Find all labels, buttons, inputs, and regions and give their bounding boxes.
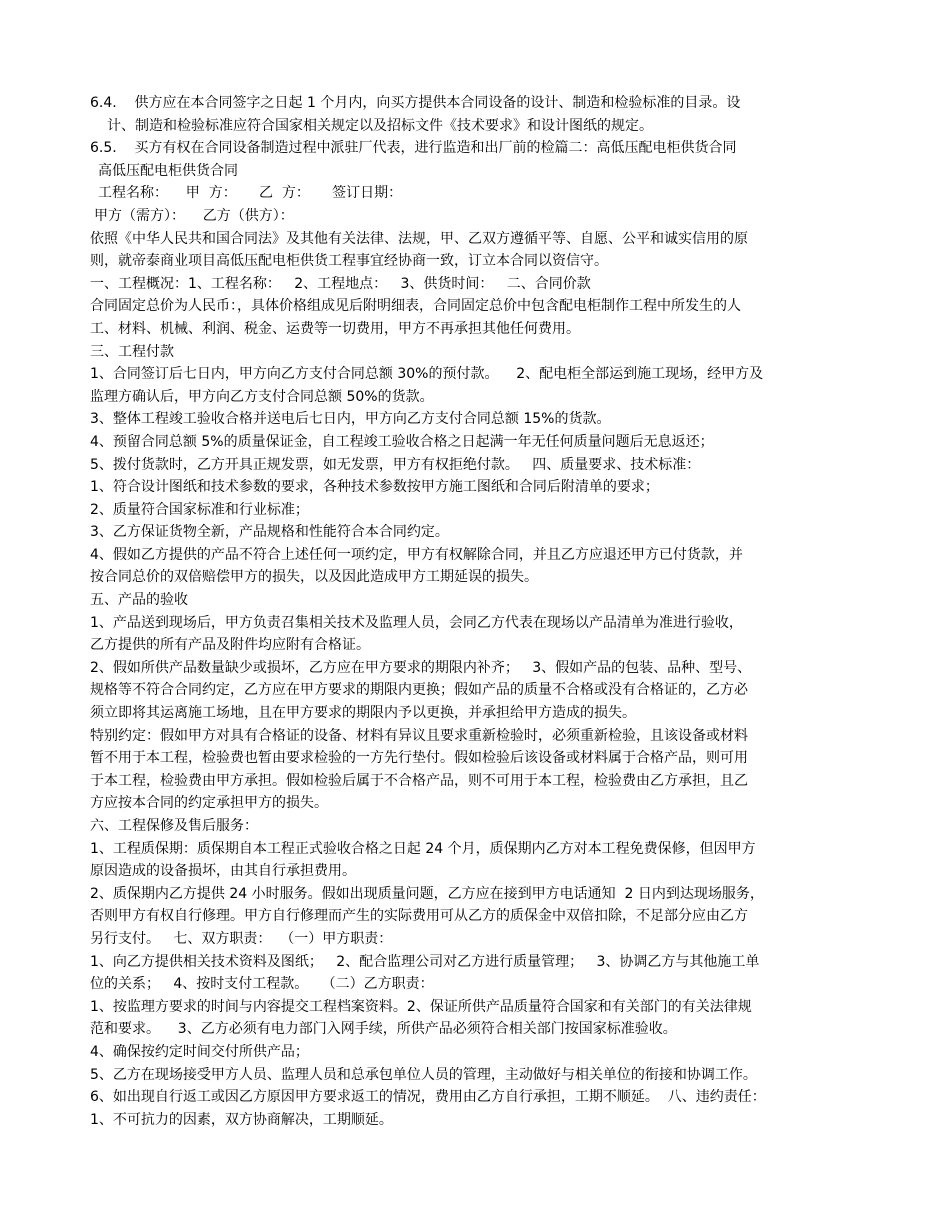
text-line: 工、材料、机械、利润、税金、运费等一切费用，甲方不再承担其他任何费用。 xyxy=(90,320,580,337)
text-line: 于本工程，检验费由甲方承担。假如检验后属于不合格产品，则不可用于本工程，检验费由乙方承担，且乙 xyxy=(90,772,748,789)
text-line: 三、工程付款 xyxy=(90,343,174,360)
text-line: 则，就帝泰商业项目高低压配电柜供货工程事宜经协商一致，订立本合同以资信守。 xyxy=(90,253,608,270)
text-line: 按合同总价的双倍赔偿甲方的损失，以及因此造成甲方工期延误的损失。 xyxy=(90,569,538,586)
text-line: 合同固定总价为人民币：，具体价格组成见后附明细表，合同固定总价中包含配电柜制作工程中所发生的人 xyxy=(90,298,741,315)
text-line: 须立即将其运离施工场地，且在甲方要求的期限内予以更换，并承担给甲方造成的损失。 xyxy=(90,705,636,722)
text-line: 5、乙方在现场接受甲方人员、监理人员和总承包单位人员的管理，主动做好与相关单位的衔接和协调工作。 xyxy=(90,1066,757,1083)
text-line: 原因造成的设备损坏，由其自行承担费用。 xyxy=(90,863,356,880)
text-line: 1、不可抗力的因素，双方协商解决，工期顺延。 xyxy=(90,1111,393,1128)
text-line: 工程名称： 甲 方： 乙 方： 签订日期： xyxy=(98,185,403,202)
text-line: 3、乙方保证货物全新，产品规格和性能符合本合同约定。 xyxy=(90,524,449,541)
text-line: 另行支付。 七、双方职责： （一）甲方职责： xyxy=(90,930,393,947)
text-line: 乙方提供的所有产品及附件均应附有合格证。 xyxy=(90,637,370,654)
text-line: 甲方（需方）： 乙方（供方）： xyxy=(94,207,294,224)
text-line: 1、产品送到现场后，甲方负责召集相关技术及监理人员，会同乙方代表在现场以产品清单为准进行验收， xyxy=(90,614,743,631)
text-line: 监理方确认后，甲方向乙方支付合同总额 50%的货款。 xyxy=(90,388,434,405)
text-line: 1、合同签订后七日内，甲方向乙方支付合同总额 30%的预付款。 2、配电柜全部运到施工现场，经甲方及 xyxy=(90,366,764,383)
text-line: 2、质保期内乙方提供 24 小时服务。假如出现质量问题，乙方应在接到甲方电话通知 2 日内到达现场服务， xyxy=(90,885,764,902)
text-line: 依照《中华人民共和国合同法》及其他有关法律、法规，甲、乙双方遵循平等、自愿、公平和诚实信用的原 xyxy=(90,230,748,247)
text-line: 4、假如乙方提供的产品不符合上述任何一项约定，甲方有权解除合同，并且乙方应退还甲方已付货款，并 xyxy=(90,546,743,563)
text-line: 6.5. 买方有权在合同设备制造过程中派驻厂代表，进行监造和出厂前的检篇二：高低压配电柜供货合同 xyxy=(90,140,737,157)
text-line: 1、向乙方提供相关技术资料及图纸； 2、配合监理公司对乙方进行质量管理； 3、协调乙方与其他施工单 xyxy=(90,953,760,970)
document-body xyxy=(90,92,865,1131)
text-line: 4、确保按约定时间交付所供产品； xyxy=(90,1043,309,1060)
text-line: 特别约定：假如甲方对具有合格证的设备、材料有异议且要求重新检验时，必须重新检验，且该设备或材料 xyxy=(90,727,748,744)
text-line: 4、预留合同总额 5%的质量保证金，自工程竣工验收合格之日起满一年无任何质量问题后无息返还； xyxy=(90,433,714,450)
text-line: 1、符合设计图纸和技术参数的要求，各种技术参数按甲方施工图纸和合同后附清单的要求； xyxy=(90,479,659,496)
text-line: 暂不用于本工程，检验费也暂由要求检验的一方先行垫付。假如检验后该设备或材料属于合格产品，则可用 xyxy=(90,750,748,767)
text-line: 否则甲方有权自行修理。甲方自行修理而产生的实际费用可从乙方的质保金中双倍扣除，不足部分应由乙方 xyxy=(90,908,748,925)
text-line: 1、工程质保期：质保期自本工程正式验收合格之日起 24 个月，质保期内乙方对本工程免费保修，但因甲方 xyxy=(90,840,756,857)
text-line: 6.4. 供方应在本合同签字之日起 1 个月内，向买方提供本合同设备的设计、制造和检验标准的目录。设 xyxy=(90,95,741,111)
text-line: 3、整体工程竣工验收合格并送电后七日内，甲方向乙方支付合同总额 15%的货款。 xyxy=(90,411,611,428)
text-line: 1、按监理方要求的时间与内容提交工程档案资料。2、保证所供产品质量符合国家和有关部门的有关法律规 xyxy=(90,998,752,1015)
text-line: 方应按本合同的约定承担甲方的损失。 xyxy=(90,795,328,812)
text-line: 一、工程概况：1、工程名称： 2、工程地点： 3、供货时间： 二、合同价款 xyxy=(90,275,591,292)
text-line: 位的关系； 4、按时支付工程款。 （二）乙方职责： xyxy=(90,976,434,993)
text-line: 范和要求。 3、乙方必须有电力部门入网手续，所供产品必须符合相关部门按国家标准验收。 xyxy=(90,1021,677,1038)
text-line: 高低压配电柜供货合同 xyxy=(98,162,238,179)
text-line: 六、工程保修及售后服务： xyxy=(90,818,258,834)
text-line: 规格等不符合合同约定，乙方应在甲方要求的期限内更换；假如产品的质量不合格或没有合格证的，乙方必 xyxy=(90,682,748,699)
text-line: 2、质量符合国家标准和行业标准； xyxy=(90,501,309,518)
text-line: 2、假如所供产品数量缺少或损坏，乙方应在甲方要求的期限内补齐； 3、假如产品的包装、品种、型号、 xyxy=(90,659,752,676)
text-line: 计、制造和检验标准应符合国家相关规定以及招标文件《技术要求》和设计图纸的规定。 xyxy=(107,117,653,134)
text-line: 五、产品的验收 xyxy=(90,592,188,609)
text-line: 6、如出现自行返工或因乙方原因甲方要求返工的情况，费用由乙方自行承担，工期不顺延。 八、违约责任： xyxy=(90,1089,766,1106)
text-line: 5、拨付货款时，乙方开具正规发票，如无发票，甲方有权拒绝付款。 四、质量要求、技术标准： xyxy=(90,456,701,473)
